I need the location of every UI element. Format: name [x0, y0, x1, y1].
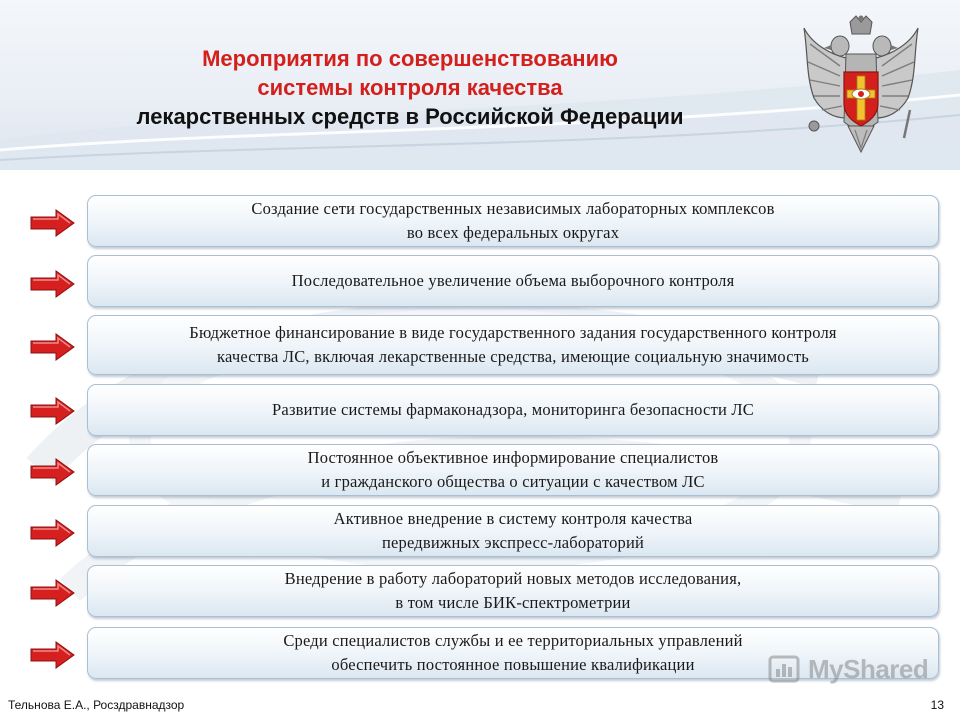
measure-item-3 — [87, 315, 939, 375]
measure-text-2: Последовательное увеличение объема выборочного контроля — [291, 271, 735, 290]
red-arrow-icon — [30, 578, 76, 608]
measure-text-6: Активное внедрение в систему контроля качества передвижных экспресс-лабораторий — [333, 509, 693, 552]
measure-item-5 — [87, 444, 939, 496]
measure-text-5: Постоянное объективное информирование специалистов и гражданского общества о ситуации с качеством ЛС — [307, 448, 719, 491]
measure-text-3: Бюджетное финансирование в виде государственного задания государственного контроля качества ЛС, включая лекарственные средства, имеющие социальную значимость — [189, 323, 837, 366]
red-arrow-icon — [30, 269, 76, 299]
measure-item-2 — [87, 255, 939, 307]
measure-item-4 — [87, 384, 939, 436]
red-arrow-icon — [30, 640, 76, 670]
measure-item-7 — [87, 565, 939, 617]
red-arrow-icon — [30, 332, 76, 362]
page-number: 13 — [930, 698, 944, 712]
watermark-text: MyShared — [808, 654, 929, 684]
measure-item-1 — [87, 195, 939, 247]
red-arrow-icon — [30, 396, 76, 426]
red-arrow-icon — [30, 208, 76, 238]
measure-text-4: Развитие системы фармаконадзора, мониторинга безопасности ЛС — [272, 400, 754, 419]
title-line-3: лекарственных средств в Российской Федерации — [136, 104, 684, 129]
measure-text-1: Создание сети государственных независимых лабораторных комплексов во всех федеральных округах — [251, 199, 775, 242]
footer-author: Тельнова Е.А., Росздравнадзор — [8, 698, 185, 712]
red-arrow-icon — [30, 457, 76, 487]
measure-item-6 — [87, 505, 939, 557]
measure-text-8: Среди специалистов службы и ее территориальных управлений обеспечить постоянное повышение квалификации — [283, 631, 743, 674]
red-arrow-icon — [30, 518, 76, 548]
watermark — [768, 654, 928, 685]
title-line-1: Мероприятия по совершенствованию — [202, 46, 618, 71]
watermark-logo-icon — [768, 655, 802, 685]
measure-text-7: Внедрение в работу лабораторий новых методов исследования, в том числе БИК-спектрометрии — [284, 569, 742, 612]
title-line-2: системы контроля качества — [257, 75, 563, 100]
